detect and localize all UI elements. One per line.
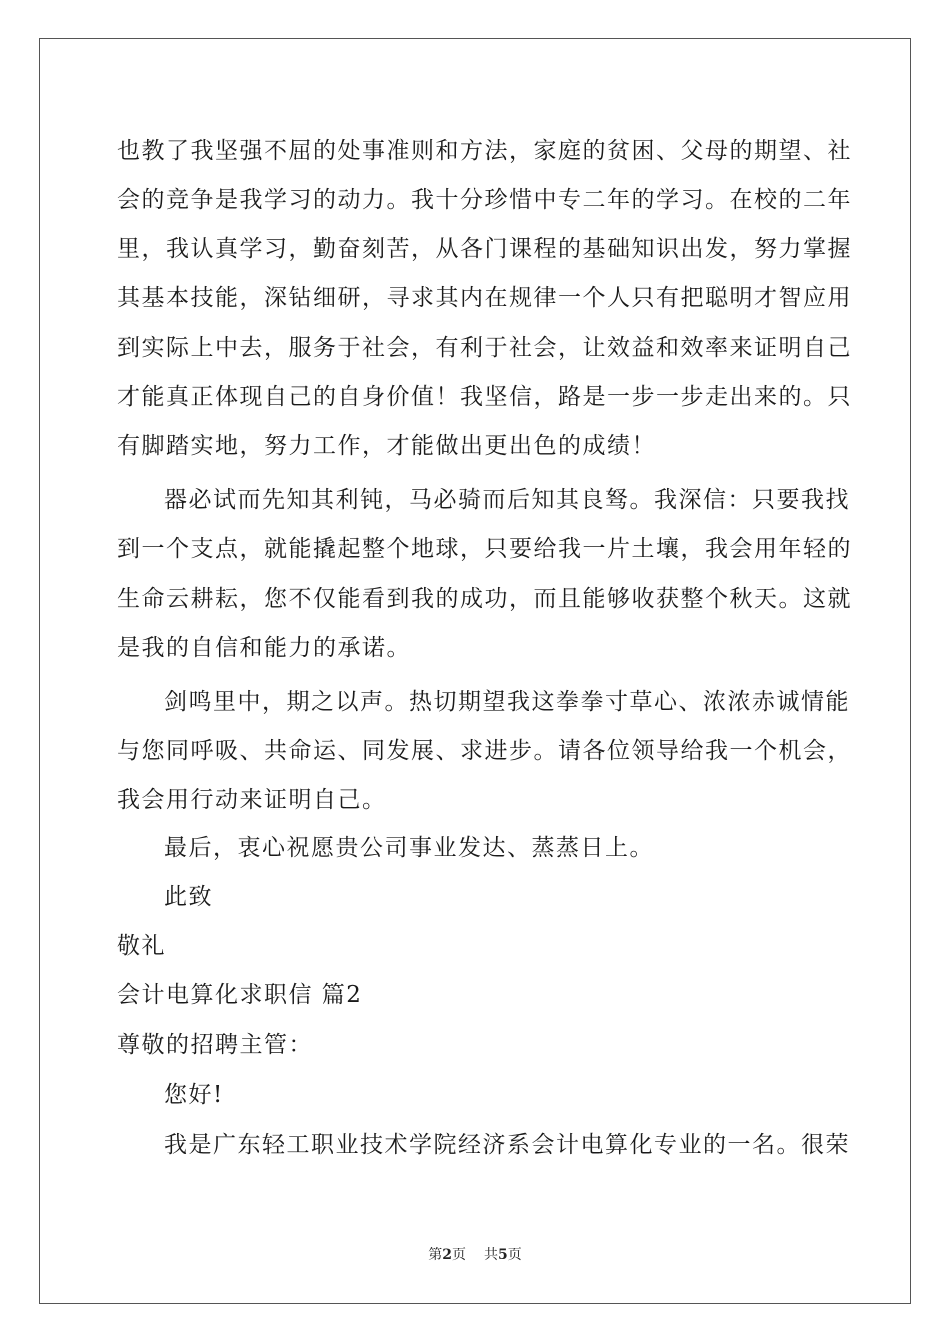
paragraph-line: 我是广东轻工职业技术学院经济系会计电算化专业的一名。很荣 <box>164 1132 850 1158</box>
page-footer <box>0 1246 950 1264</box>
total-suffix: 页 <box>507 1247 522 1263</box>
page-suffix: 页 <box>452 1247 466 1263</box>
greeting-line: 您好! <box>164 1082 224 1108</box>
paragraph-line: 才能真正体现自己的自身价值！我坚信，路是一步一步走出来的。只 <box>117 384 852 410</box>
section-heading: 会计电算化求职信 篇2 <box>117 982 363 1008</box>
total-prefix: 共 <box>484 1247 498 1263</box>
closing-line: 此致 <box>164 884 213 910</box>
paragraph-line: 也教了我坚强不屈的处事准则和方法，家庭的贫困、父母的期望、社 <box>117 138 852 164</box>
total-pages: 5 <box>498 1247 508 1263</box>
paragraph-line: 会的竞争是我学习的动力。我十分珍惜中专二年的学习。在校的二年 <box>117 187 852 213</box>
paragraph-line: 器必试而先知其利钝，马必骑而后知其良驽。我深信：只要我找 <box>164 487 850 513</box>
paragraph-line: 与您同呼吸、共命运、同发展、求进步。请各位领导给我一个机会， <box>117 738 852 764</box>
paragraph-line: 生命云耕耘，您不仅能看到我的成功，而且能够收获整个秋天。这就 <box>117 586 852 612</box>
page-prefix: 第 <box>428 1247 443 1263</box>
paragraph-line: 我会用行动来证明自己。 <box>117 787 387 813</box>
paragraph-line: 其基本技能，深钻细研，寻求其内在规律一个人只有把聪明才智应用 <box>117 285 852 311</box>
salutation-line: 尊敬的招聘主管： <box>117 1032 313 1058</box>
closing-line: 敬礼 <box>117 933 166 959</box>
page-number: 2 <box>442 1247 452 1263</box>
paragraph-line: 有脚踏实地，努力工作，才能做出更出色的成绩！ <box>117 433 656 459</box>
paragraph-line: 剑鸣里中，期之以声。热切期望我这拳拳寸草心、浓浓赤诚情能 <box>164 689 850 715</box>
paragraph-line: 最后，衷心祝愿贵公司事业发达、蒸蒸日上。 <box>164 835 654 861</box>
page-frame <box>39 38 911 1304</box>
paragraph-line: 到一个支点，就能撬起整个地球，只要给我一片土壤，我会用年轻的 <box>117 536 852 562</box>
paragraph-line: 里，我认真学习，勤奋刻苦，从各门课程的基础知识出发，努力掌握 <box>117 236 852 262</box>
paragraph-line: 是我的自信和能力的承诺。 <box>117 635 411 661</box>
paragraph-line: 到实际上中去，服务于社会，有利于社会，让效益和效率来证明自己 <box>117 335 852 361</box>
